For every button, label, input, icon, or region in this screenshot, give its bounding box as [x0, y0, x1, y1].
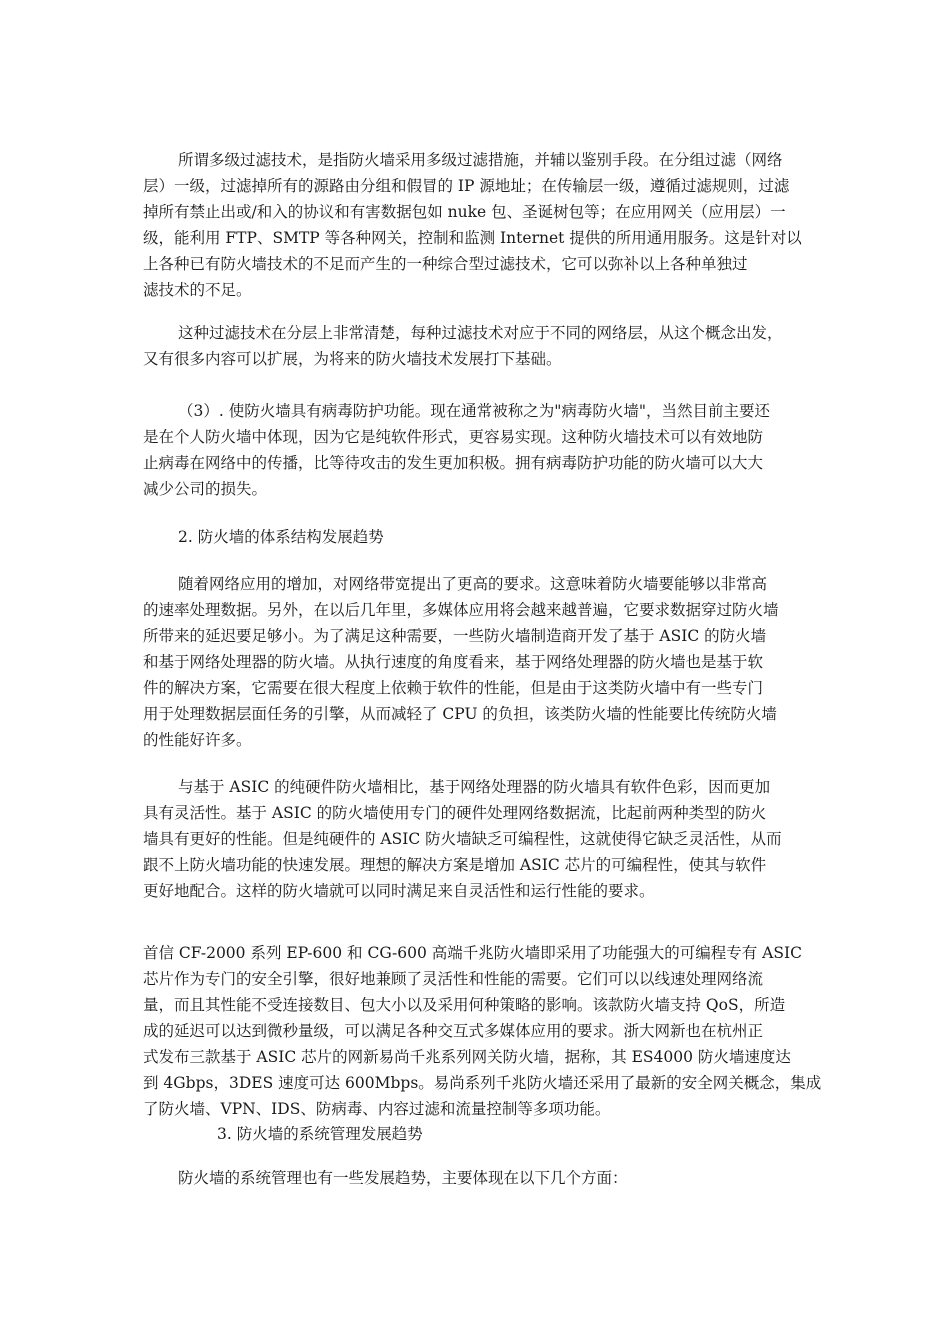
paragraph-bandwidth-line-2: 的速率处理数据。另外，在以后几年里，多媒体应用将会越来越普遍，它要求数据穿过防火墙 — [143, 601, 779, 619]
paragraph-virus-protection-line-4: 减少公司的损失。 — [143, 480, 268, 498]
paragraph-bandwidth-line-1: 随着网络应用的增加，对网络带宽提出了更高的要求。这意味着防火墙要能够以非常高 — [178, 575, 768, 593]
paragraph-bandwidth-line-5: 件的解决方案，它需要在很大程度上依赖于软件的性能，但是由于这类防火墙中有一些专门 — [143, 679, 764, 697]
paragraph-multilevel-filtering-line-6: 滤技术的不足。 — [143, 281, 252, 299]
paragraph-multilevel-filtering-line-3: 掉所有禁止出或/和入的协议和有害数据包如 nuke 包、圣诞树包等；在应用网关（应用层）一 — [143, 203, 786, 221]
paragraph-asic-line-4: 跟不上防火墙功能的快速发展。理想的解决方案是增加 ASIC 芯片的可编程性，使其与软件 — [143, 856, 767, 874]
paragraph-bandwidth-line-4: 和基于网络处理器的防火墙。从执行速度的角度看来，基于网络处理器的防火墙也是基于软 — [143, 653, 764, 671]
paragraph-asic-line-1: 与基于 ASIC 的纯硬件防火墙相比，基于网络处理器的防火墙具有软件色彩，因而更加 — [178, 778, 771, 796]
paragraph-virus-protection-line-2: 是在个人防火墙中体现，因为它是纯软件形式，更容易实现。这种防火墙技术可以有效地防 — [143, 428, 764, 446]
section-heading-architecture-trend: 2. 防火墙的体系结构发展趋势 — [178, 528, 384, 546]
paragraph-products-line-6: 到 4Gbps，3DES 速度可达 600Mbps。易尚系列千兆防火墙还采用了最新的安全网关概念，集成 — [143, 1074, 822, 1092]
paragraph-asic-line-2: 具有灵活性。基于 ASIC 的防火墙使用专门的硬件处理网络数据流，比起前两种类型的防火 — [143, 804, 767, 822]
section-heading-system-management-trend: 3. 防火墙的系统管理发展趋势 — [217, 1125, 423, 1143]
paragraph-bandwidth-line-3: 所带来的延迟要足够小。为了满足这种需要，一些防火墙制造商开发了基于 ASIC 的防火墙 — [143, 627, 767, 645]
paragraph-asic-line-5: 更好地配合。这样的防火墙就可以同时满足来自灵活性和运行性能的要求。 — [143, 882, 655, 900]
paragraph-layered-filtering-line-2: 又有很多内容可以扩展，为将来的防火墙技术发展打下基础。 — [143, 350, 562, 368]
paragraph-products-line-5: 式发布三款基于 ASIC 芯片的网新易尚千兆系列网关防火墙，据称，其 ES4000 防火墙速度达 — [143, 1048, 791, 1066]
paragraph-products-line-4: 成的延迟可以达到微秒量级，可以满足各种交互式多媒体应用的要求。浙大网新也在杭州正 — [143, 1022, 764, 1040]
paragraph-virus-protection-line-1: （3）. 使防火墙具有病毒防护功能。现在通常被称之为"病毒防火墙"，当然目前主要还 — [178, 402, 770, 420]
paragraph-products-line-3: 量，而且其性能不受连接数目、包大小以及采用何种策略的影响。该款防火墙支持 QoS，所造 — [143, 996, 786, 1014]
paragraph-virus-protection-line-3: 止病毒在网络中的传播，比等待攻击的发生更加积极。拥有病毒防护功能的防火墙可以大大 — [143, 454, 764, 472]
paragraph-bandwidth-line-7: 的性能好许多。 — [143, 731, 252, 749]
paragraph-multilevel-filtering-line-1: 所谓多级过滤技术，是指防火墙采用多级过滤措施，并辅以鉴别手段。在分组过滤（网络 — [178, 151, 783, 169]
paragraph-multilevel-filtering-line-4: 级，能利用 FTP、SMTP 等各种网关，控制和监测 Internet 提供的所用通用服务。这是针对以 — [143, 229, 802, 247]
paragraph-system-management-intro: 防火墙的系统管理也有一些发展趋势，主要体现在以下几个方面： — [178, 1169, 628, 1187]
paragraph-multilevel-filtering-line-5: 上各种已有防火墙技术的不足而产生的一种综合型过滤技术，它可以弥补以上各种单独过 — [143, 255, 748, 273]
paragraph-bandwidth-line-6: 用于处理数据层面任务的引擎，从而减轻了 CPU 的负担，该类防火墙的性能要比传统防火墙 — [143, 705, 777, 723]
paragraph-products-line-1: 首信 CF-2000 系列 EP-600 和 CG-600 高端千兆防火墙即采用了功能强大的可编程专有 ASIC — [143, 944, 802, 962]
paragraph-layered-filtering-line-1: 这种过滤技术在分层上非常清楚，每种过滤技术对应于不同的网络层，从这个概念出发， — [178, 324, 783, 342]
paragraph-asic-line-3: 墙具有更好的性能。但是纯硬件的 ASIC 防火墙缺乏可编程性，这就使得它缺乏灵活性，从而 — [143, 830, 782, 848]
paragraph-products-line-7: 了防火墙、VPN、IDS、防病毒、内容过滤和流量控制等多项功能。 — [143, 1100, 611, 1118]
paragraph-products-line-2: 芯片作为专门的安全引擎，很好地兼顾了灵活性和性能的需要。它们可以以线速处理网络流 — [143, 970, 764, 988]
paragraph-multilevel-filtering-line-2: 层）一级，过滤掉所有的源路由分组和假冒的 IP 源地址；在传输层一级，遵循过滤规则，过滤 — [143, 177, 790, 195]
